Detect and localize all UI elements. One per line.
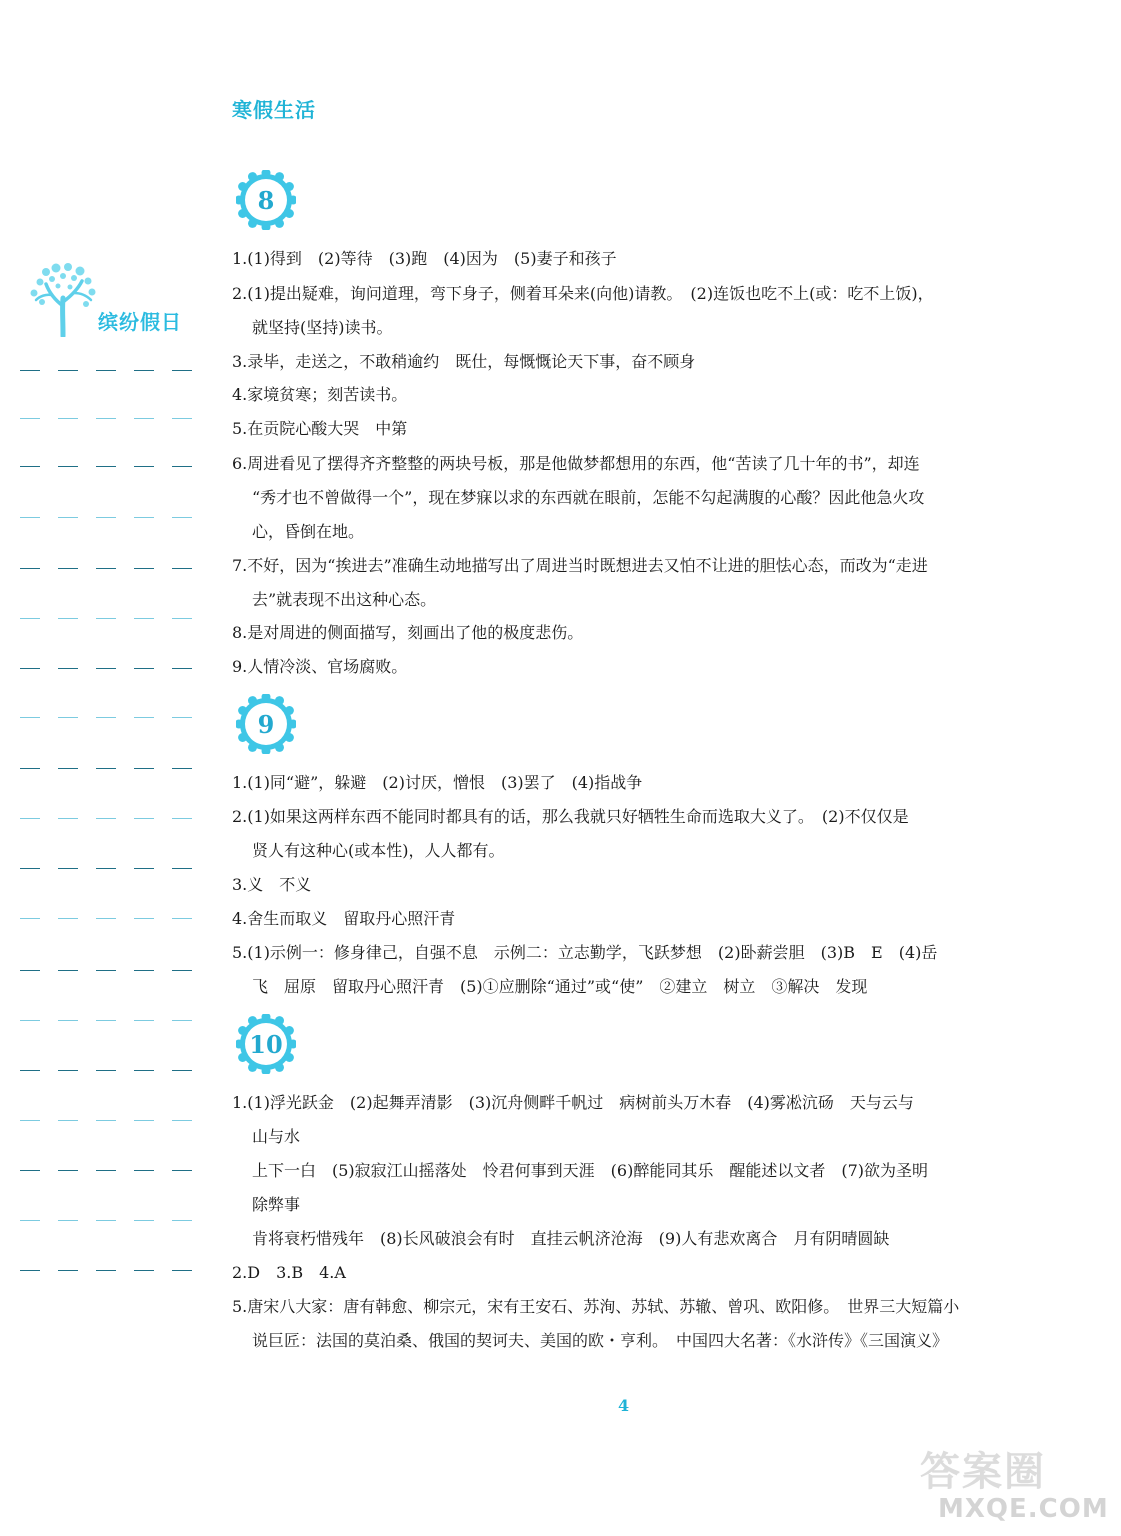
answer-line: 山与水: [252, 1127, 301, 1146]
answer-line: 1.(1)同“避”，躲避 (2)讨厌，憎恨 (3)罢了 (4)指战争: [232, 773, 643, 792]
dash-rule: [20, 568, 210, 569]
answer-line: 1.(1)得到 (2)等待 (3)跑 (4)因为 (5)妻子和孩子: [232, 249, 617, 268]
tree-logo-icon: [28, 262, 98, 337]
answer-line: 5.(1)示例一：修身律己，自强不息 示例二：立志勤学，飞跃梦想 (2)卧薪尝胆 (3)B E (4)岳: [232, 943, 938, 962]
answer-line: 6.周进看见了摆得齐齐整整的两块号板，那是他做梦都想用的东西，他“苦读了几十年的书”，却连: [232, 454, 920, 473]
dash-rule: [20, 1170, 210, 1171]
answer-line: 肯将衰朽惜残年 (8)长风破浪会有时 直挂云帆济沧海 (9)人有悲欢离合 月有阴晴圆缺: [252, 1229, 890, 1248]
answer-line: 4.舍生而取义 留取丹心照汗青: [232, 909, 456, 928]
section-number: 8: [257, 185, 275, 215]
answer-line: 1.(1)浮光跃金 (2)起舞弄清影 (3)沉舟侧畔千帆过 病树前头万木春 (4)雾凇沆砀 天与云与: [232, 1093, 914, 1112]
answer-line: 3.义 不义: [232, 875, 312, 894]
section-number: 10: [249, 1029, 283, 1059]
answer-line: 2.(1)如果这两样东西不能同时都具有的话，那么我就只好牺牲生命而选取大义了。 (2)不仅仅是: [232, 807, 909, 826]
answer-line: 飞 屈原 留取丹心照汗青 (5)①应删除“通过”或“使” ②建立 树立 ③解决 发现: [252, 977, 868, 996]
answer-line: 上下一白 (5)寂寂江山摇落处 怜君何事到天涯 (6)醉能同其乐 醒能述以文者 (7)欲为圣明: [252, 1161, 928, 1180]
answer-line: 除弊事: [252, 1195, 301, 1214]
dash-rule: [20, 1070, 210, 1071]
answer-line: 9.人情冷淡、官场腐败。: [232, 657, 408, 676]
dash-rule: [20, 1270, 210, 1271]
page-number: 4: [618, 1396, 630, 1415]
sidebar-logo-text: 缤纷假日: [98, 310, 182, 334]
answer-line: 说巨匠：法国的莫泊桑、俄国的契诃夫、美国的欧・亨利。 中国四大名著：《水浒传》《三国演义》: [252, 1331, 949, 1350]
dash-rule: [20, 1120, 210, 1121]
answer-line: 贤人有这种心(或本性)，人人都有。: [252, 841, 505, 860]
answer-line: 4.家境贫寒；刻苦读书。: [232, 385, 408, 404]
answer-line: 7.不好，因为“挨进去”准确生动地描写出了周进当时既想进去又怕不让进的胆怯心态，而改为“走进: [232, 556, 928, 575]
dash-rule: [20, 1220, 210, 1221]
dash-rule: [20, 1020, 210, 1021]
section-number-badge: [236, 1014, 296, 1074]
dash-rule: [20, 918, 210, 919]
section-number-badge: [236, 694, 296, 754]
answer-line: 5.唐宋八大家：唐有韩愈、柳宗元，宋有王安石、苏洵、苏轼、苏辙、曾巩、欧阳修。 世界三大短篇小: [232, 1297, 960, 1316]
dash-rule: [20, 418, 210, 419]
dash-rule: [20, 868, 210, 869]
section-number: 9: [257, 709, 275, 739]
answer-line: 5.在贡院心酸大哭 中第: [232, 419, 408, 438]
answer-line: 心，昏倒在地。: [252, 522, 365, 541]
dash-rule: [20, 668, 210, 669]
answer-line: 2.(1)提出疑难，询问道理，弯下身子，侧着耳朵来(向他)请教。 (2)连饭也吃不上(或：吃不上饭)，: [232, 284, 934, 303]
answer-line: 2.D 3.B 4.A: [232, 1263, 346, 1282]
answer-line: 8.是对周进的侧面描写，刻画出了他的极度悲伤。: [232, 623, 584, 642]
answer-line: “秀才也不曾做得一个”，现在梦寐以求的东西就在眼前，怎能不勾起满腹的心酸？因此他急火攻: [252, 488, 925, 507]
section-number-badge: [236, 170, 296, 230]
answer-line: 3.录毕，走送之，不敢稍逾约 既仕，每慨慨论天下事，奋不顾身: [232, 352, 696, 371]
dash-rule: [20, 818, 210, 819]
watermark-url: MXQE.COM: [938, 1494, 1109, 1524]
dash-rule: [20, 370, 210, 371]
dash-rule: [20, 970, 210, 971]
dash-rule: [20, 466, 210, 467]
answer-line: 去”就表现不出这种心态。: [252, 590, 437, 609]
dash-rule: [20, 517, 210, 518]
dash-rule: [20, 618, 210, 619]
dash-rule: [20, 768, 210, 769]
dash-rule: [20, 717, 210, 718]
page-header-title: 寒假生活: [232, 98, 316, 122]
answer-line: 就坚持(坚持)读书。: [252, 318, 393, 337]
watermark-logo: 答案圈: [920, 1449, 1046, 1495]
